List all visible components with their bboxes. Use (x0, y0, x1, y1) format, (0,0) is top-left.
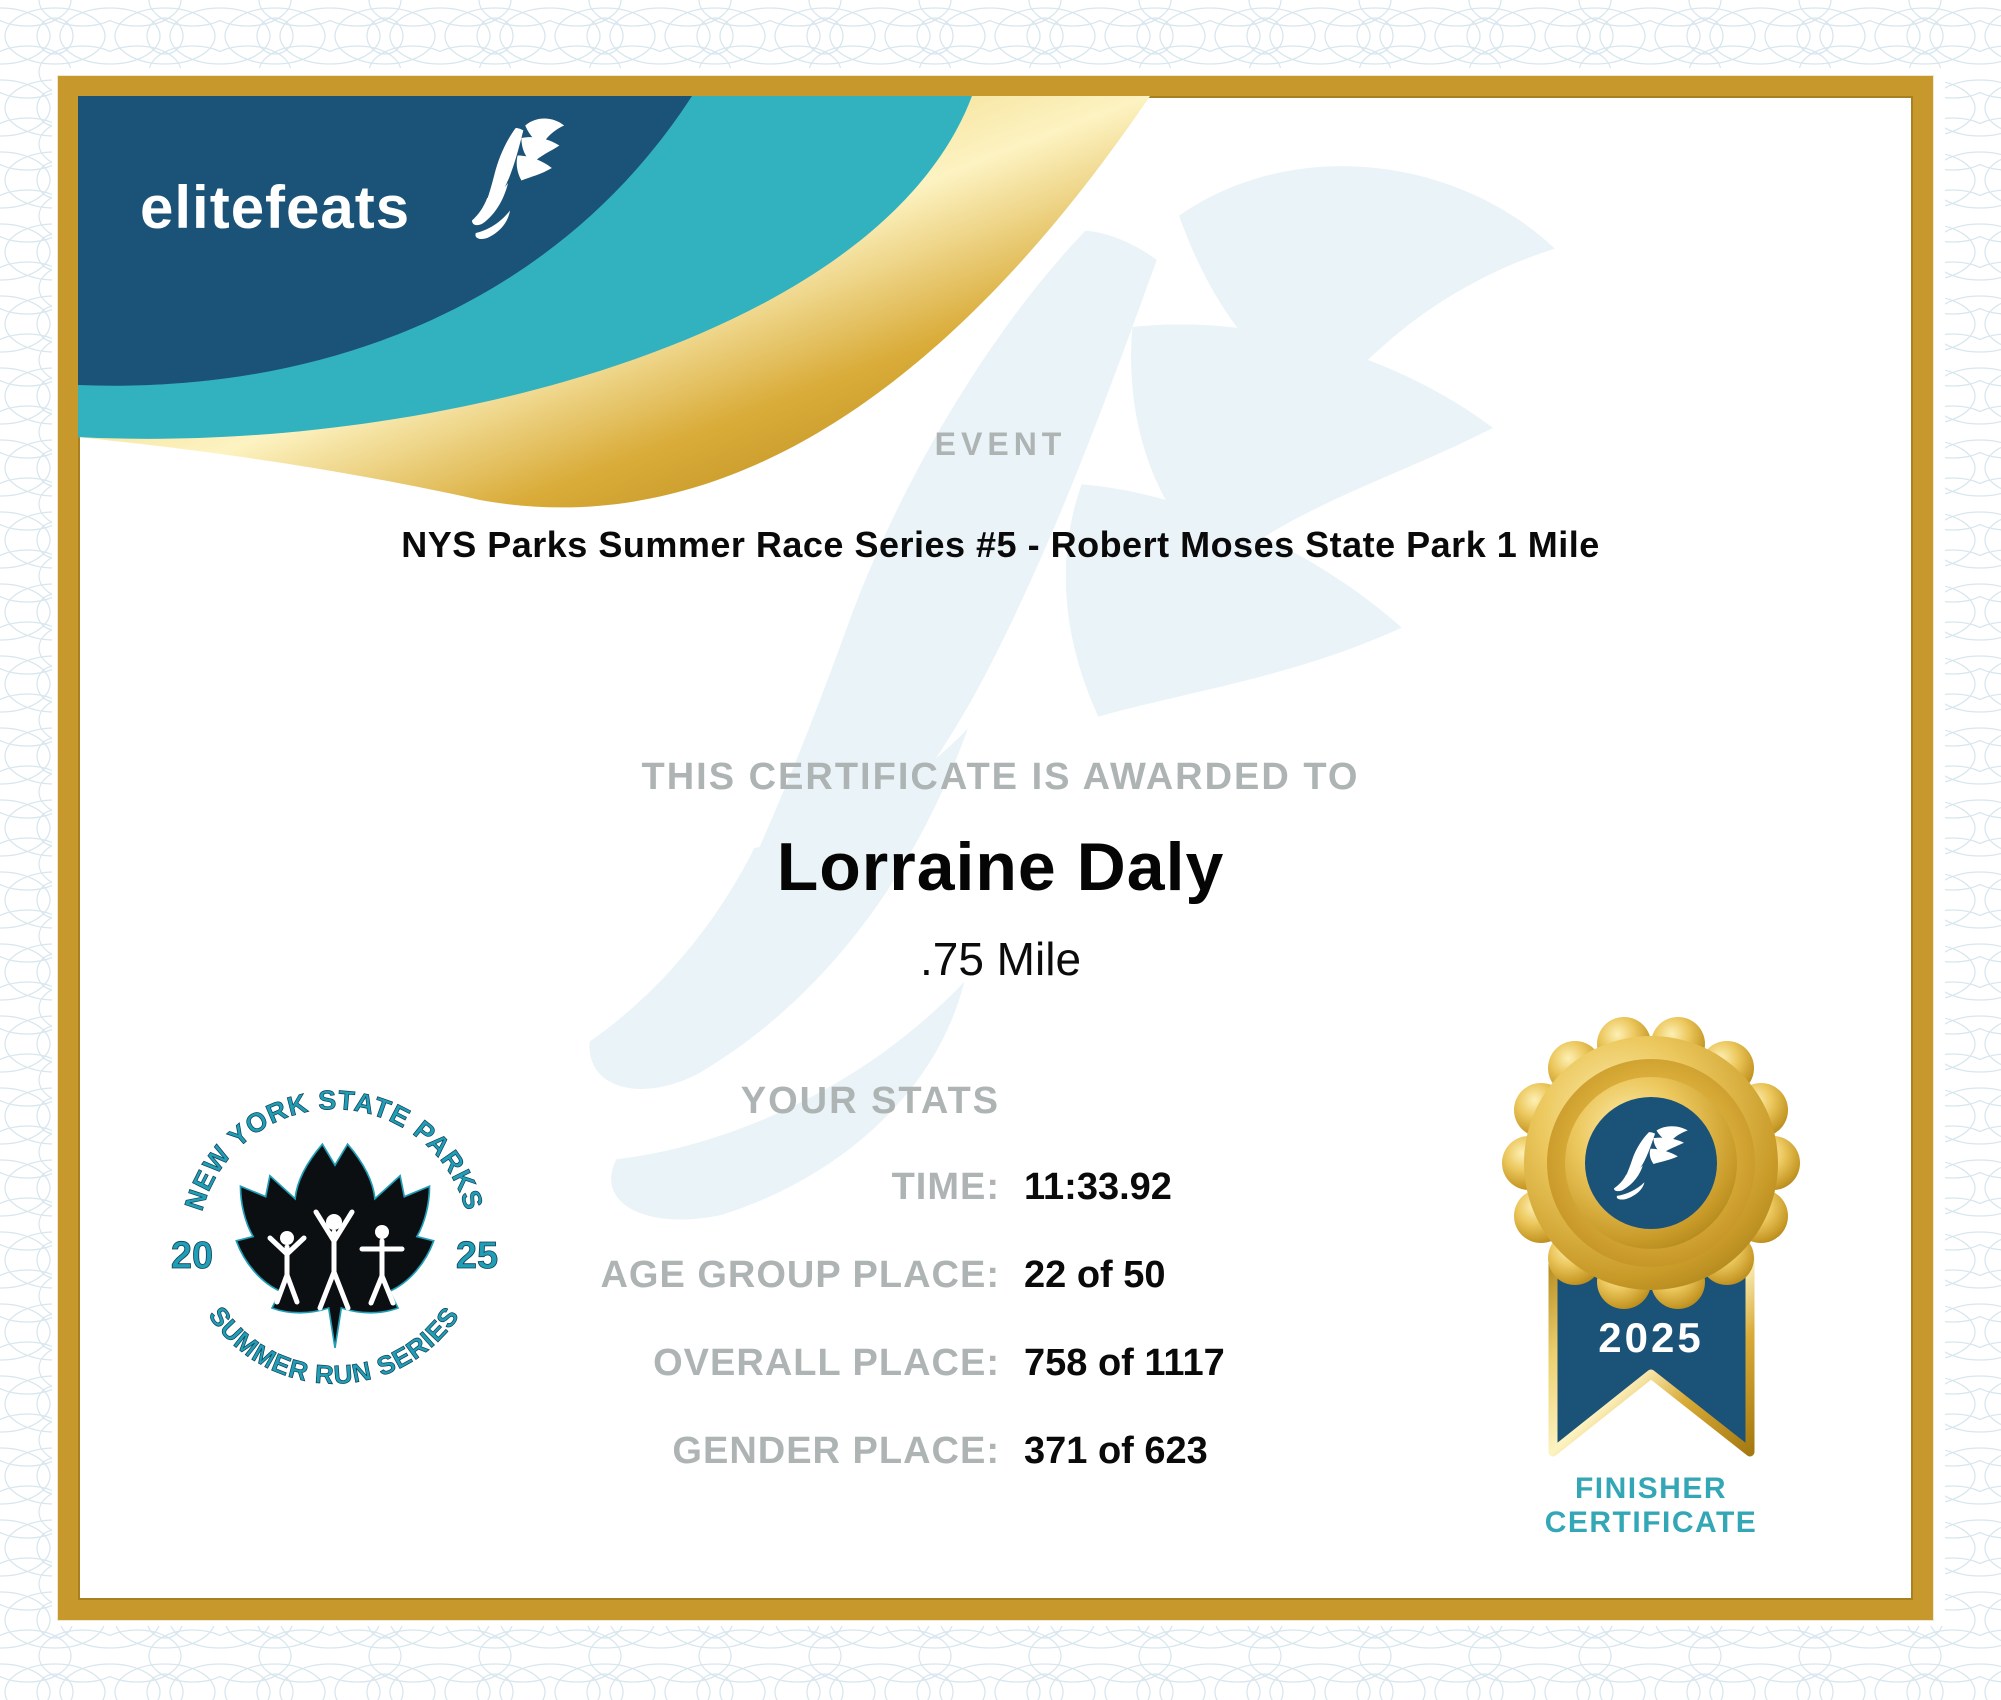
stat-value: 11:33.92 (1024, 1166, 1172, 1208)
stat-row-gender-place (300, 1430, 1208, 1473)
finisher-medal (1470, 1000, 1830, 1500)
series-logo (150, 1085, 530, 1415)
series-logo-year-right: 25 (455, 1235, 499, 1277)
series-logo-arc-top: NEW YORK STATE PARKS (178, 1085, 490, 1214)
medal-caption (1451, 1472, 1851, 1540)
stat-label: OVERALL PLACE: (653, 1342, 1000, 1384)
stat-label: AGE GROUP PLACE: (600, 1254, 1000, 1296)
stat-value: 371 of 623 (1024, 1430, 1208, 1472)
race-distance: .75 Mile (919, 933, 1082, 985)
stat-value: 758 of 1117 (1024, 1342, 1225, 1384)
your-stats-label: YOUR STATS (740, 1080, 1000, 1122)
awarded-to-label: THIS CERTIFICATE IS AWARDED TO (641, 756, 1360, 798)
stat-value: 22 of 50 (1024, 1254, 1166, 1296)
recipient-name: Lorraine Daly (776, 829, 1225, 905)
series-logo-year-left: 20 (170, 1235, 214, 1277)
stat-label: TIME: (891, 1166, 1000, 1208)
medal-year: 2025 (1598, 1314, 1704, 1361)
event-section-label: EVENT (934, 426, 1067, 462)
brand-wordmark: elitefeats (140, 174, 411, 241)
medal-caption-line2: CERTIFICATE (1544, 1506, 1758, 1539)
medal-rosette (1502, 1017, 1800, 1309)
medal-caption-line1: FINISHER (1574, 1472, 1727, 1505)
stat-label: GENDER PLACE: (672, 1430, 1000, 1472)
event-name: NYS Parks Summer Race Series #5 - Robert Moses State Park 1 Mile (401, 524, 1600, 565)
series-logo-arc-bottom: SUMMER RUN SERIES (202, 1300, 466, 1390)
